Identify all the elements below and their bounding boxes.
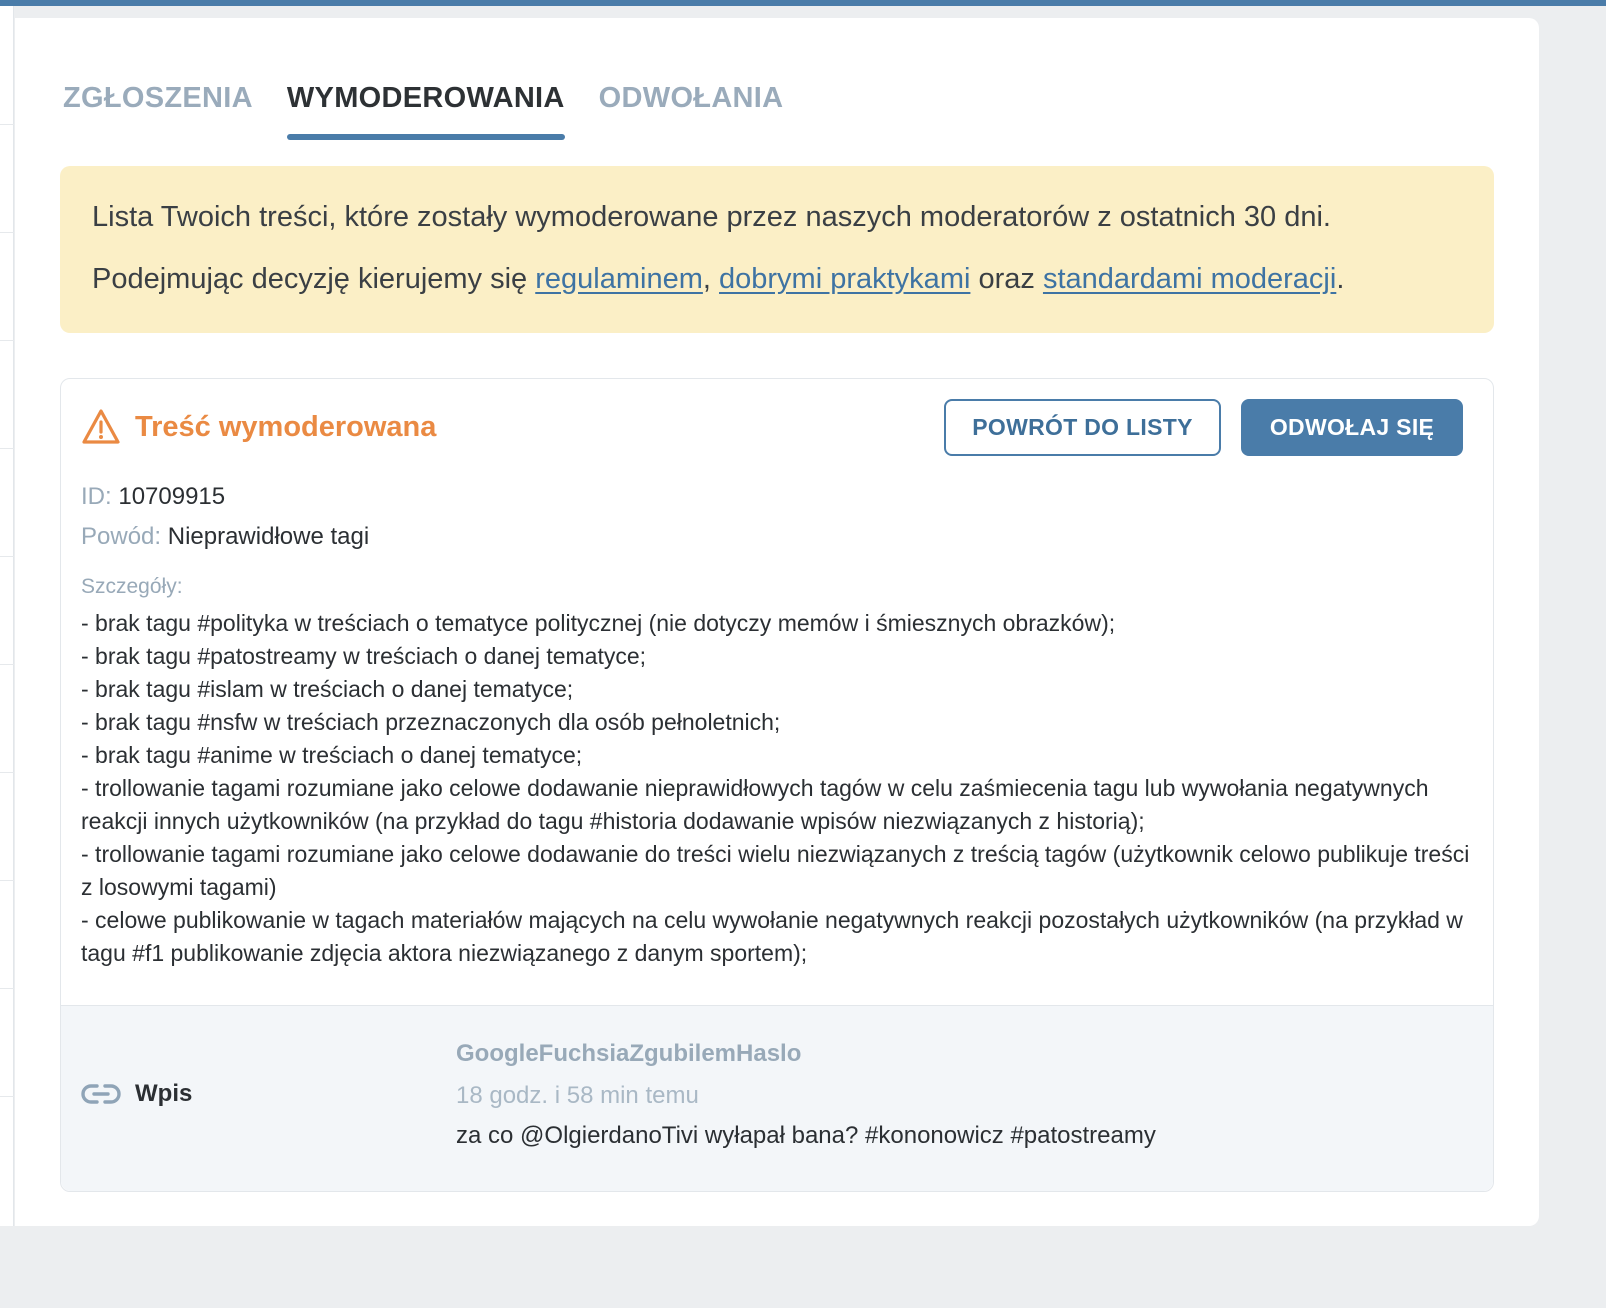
reason-value: Nieprawidłowe tagi — [167, 523, 370, 550]
reason-row — [81, 517, 369, 557]
detail-item: - brak tagu #nsfw w treściach przeznaczonych dla osób pełnoletnich; — [81, 709, 781, 735]
tab-bar — [63, 62, 783, 140]
link-standardy-moderacji[interactable]: standardami moderacji — [1042, 263, 1337, 295]
link-regulamin[interactable]: regulaminem — [535, 263, 703, 295]
id-label: ID: — [81, 483, 112, 510]
notice-sep-1: , — [702, 263, 720, 295]
detail-item: - brak tagu #patostreamy w treściach o danej tematyce; — [81, 643, 647, 669]
moderated-content-card — [60, 378, 1494, 1192]
reason-label: Powód: — [81, 523, 162, 550]
card-title: Treść wymoderowana — [135, 410, 437, 443]
meta-info — [81, 477, 369, 557]
link-icon — [81, 1082, 121, 1106]
entry-type — [81, 1080, 192, 1108]
appeal-button[interactable]: ODWOŁAJ SIĘ — [1241, 399, 1463, 456]
detail-item: - brak tagu #anime w treściach o danej tematyce; — [81, 742, 583, 768]
detail-item: - brak tagu #islam w treściach o danej tematyce; — [81, 676, 574, 702]
id-row — [81, 477, 369, 517]
notice-line-1: Lista Twoich treści, które zostały wymoderowane przez naszych moderatorów z ostatnich 30 dni. — [92, 201, 1331, 233]
moderation-panel — [15, 18, 1539, 1226]
top-accent-bar — [0, 0, 1606, 6]
info-notice — [60, 166, 1494, 333]
link-dobre-praktyki[interactable]: dobrymi praktykami — [719, 263, 971, 295]
details-list — [81, 607, 1471, 970]
card-header — [81, 407, 436, 447]
moderated-entry — [61, 1005, 1493, 1191]
entry-author[interactable]: GoogleFuchsiaZgubilemHaslo — [456, 1040, 802, 1067]
entry-timestamp: 18 godz. i 58 min temu — [456, 1082, 699, 1109]
notice-sep-2: oraz — [970, 263, 1043, 295]
detail-item: - brak tagu #polityka w treściach o tematyce politycznej (nie dotyczy memów i śmiesznych obrazków); — [81, 610, 1116, 636]
notice-suffix: . — [1336, 263, 1345, 295]
left-sidebar-edge — [0, 6, 14, 1226]
detail-item: - trollowanie tagami rozumiane jako celowe dodawanie do treści wielu niezwiązanych z treścią tagów (użytkownik celowo publikuje treści z losowymi tagami) — [81, 841, 1470, 900]
detail-item: - celowe publikowanie w tagach materiałów mających na celu wywołanie negatywnych reakcji pozostałych użytkowników (na przykład w tagu #f1 publikowanie zdjęcia aktora niezwiązanego z danym sportem); — [81, 907, 1463, 966]
tab-odwolania[interactable]: ODWOŁANIA — [598, 82, 784, 114]
entry-text[interactable]: za co @OlgierdanoTivi wyłapał bana? #kononowicz #patostreamy — [456, 1122, 1156, 1149]
id-value: 10709915 — [118, 483, 226, 510]
warning-triangle-icon — [81, 407, 121, 447]
back-to-list-button[interactable]: POWRÓT DO LISTY — [944, 399, 1221, 456]
entry-type-label: Wpis — [135, 1080, 193, 1107]
notice-prefix: Podejmując decyzję kierujemy się — [92, 263, 536, 295]
detail-item: - trollowanie tagami rozumiane jako celowe dodawanie nieprawidłowych tagów w celu zaśmiecenia tagu lub wywołania negatywnych reakcji innych użytkowników (na przykład do tagu #historia dodawanie wpisów niezwiązanych z historią); — [81, 775, 1429, 834]
tab-zgloszenia[interactable]: ZGŁOSZENIA — [63, 82, 253, 114]
tab-wymoderowania[interactable]: WYMODEROWANIA — [287, 62, 565, 140]
notice-line-2 — [92, 248, 1462, 310]
details-label: Szczegóły: — [81, 575, 183, 598]
